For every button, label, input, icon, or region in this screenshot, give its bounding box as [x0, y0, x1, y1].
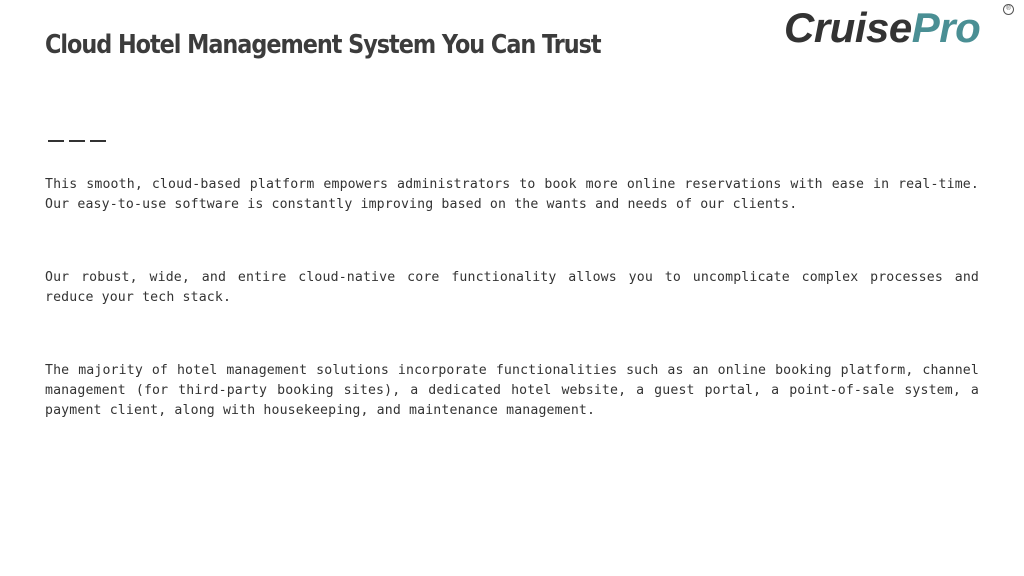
cruisepro-logo [784, 4, 1016, 52]
registered-mark-icon: ® [1003, 4, 1014, 15]
logo-wordmark [784, 4, 980, 52]
section-divider [48, 140, 106, 142]
divider-dash [69, 140, 85, 142]
logo-text-pro: Pro [911, 4, 981, 51]
divider-dash [90, 140, 106, 142]
slide-title: Cloud Hotel Management System You Can Trust [45, 30, 601, 60]
paragraph-functionality: Our robust, wide, and entire cloud-native core functionality allows you to uncomplicate complex processes and reduce your tech stack. [45, 270, 979, 305]
divider-dash [48, 140, 64, 142]
paragraph-intro: This smooth, cloud-based platform empowers administrators to book more online reservations with ease in real-time. Our easy-to-use software is constantly improving based on the wants and needs of our clients. [45, 177, 979, 212]
paragraph-features: The majority of hotel management solutions incorporate functionalities such as an online booking platform, channel management (for third-party booking sites), a dedicated hotel website, a guest portal, a point-of-sale system, a payment client, along with housekeeping, and maintenance management. [45, 363, 979, 418]
logo-text-cruise: Cruise [784, 4, 912, 51]
